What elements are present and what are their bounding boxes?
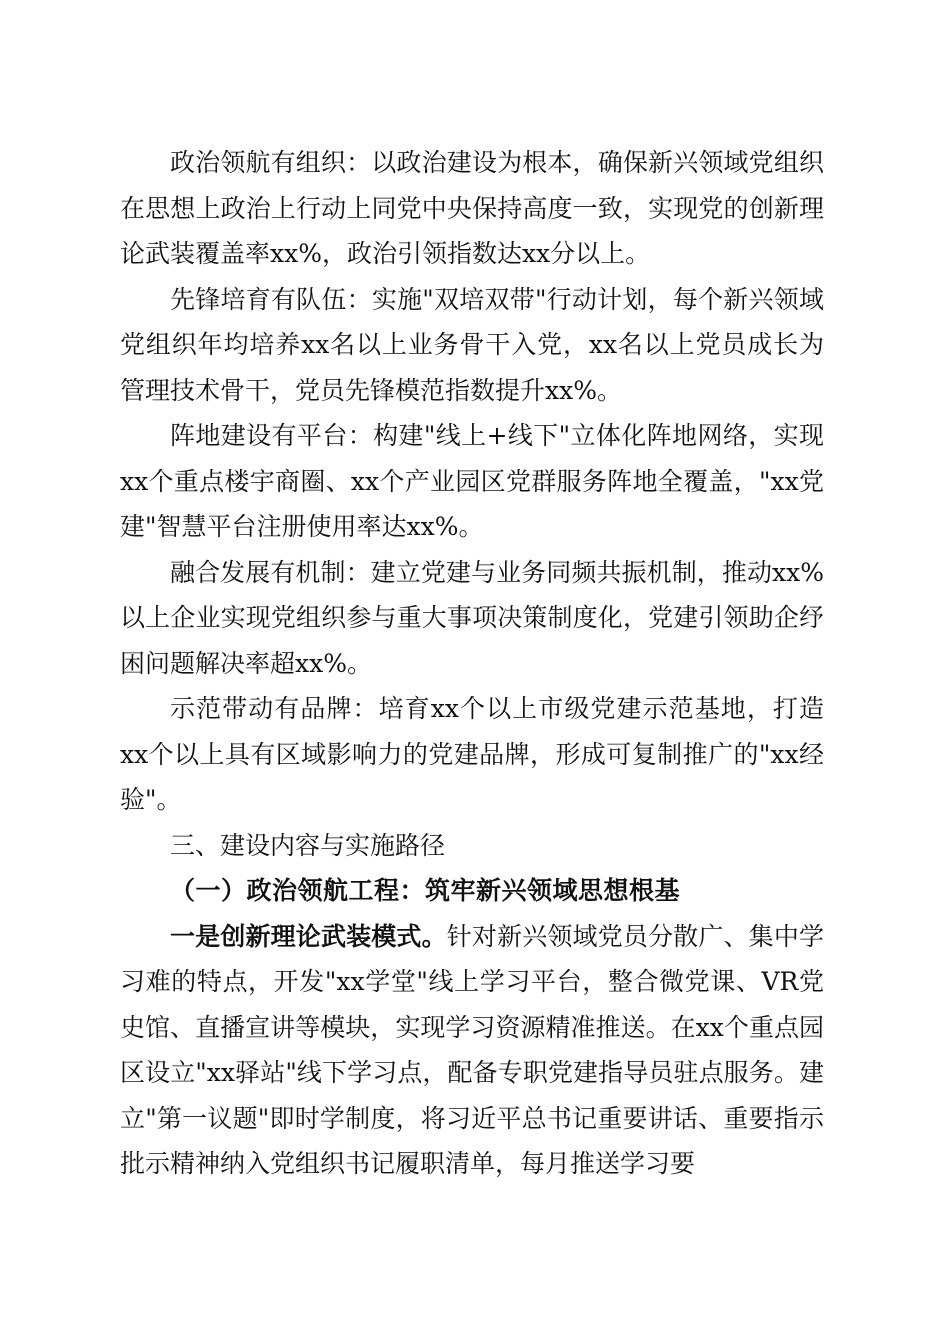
paragraph-demonstration-brand: 示范带动有品牌：培育xx个以上市级党建示范基地，打造xx个以上具有区域影响力的党建品牌，形成可复制推广的"xx经验"。 [120,694,824,814]
document-body [120,140,824,1187]
paragraph-lead: 一是创新理论武装模式。 [170,921,447,951]
paragraph-theory-arming [120,914,824,1187]
section-heading: 三、建设内容与实施路径 [170,830,446,860]
paragraph-integrated-development: 融合发展有机制：建立党建与业务同频共振机制，推动xx%以上企业实现党组织参与重大事项决策制度化，党建引领助企纾困问题解决率超xx%。 [120,557,824,678]
paragraph-political-leadership: 政治领航有组织：以政治建设为根本，确保新兴领域党组织在思想上政治上行动上同党中央保持高度一致，实现党的创新理论武装覆盖率xx%，政治引领指数达xx分以上。 [120,148,824,268]
paragraph-body: 针对新兴领域党员分散广、集中学习难的特点，开发"xx学堂"线上学习平台，整合微党课、VR党史馆、直播宣讲等模块，实现学习资源精准推送。在xx个重点园区设立"xx驿站"线下学习点，配备专职党建指导员驻点服务。建立"第一议题"即时学制度，将习近平总书记重要讲话、重要指示批示精神纳入党组织书记履职清单，每月推送学习要 [120,921,824,1178]
paragraph-pioneer-training: 先锋培育有队伍：实施"双培双带"行动计划，每个新兴领域党组织年均培养xx名以上业务骨干入党，xx名以上党员成长为管理技术骨干，党员先锋模范指数提升xx%。 [120,284,824,405]
subsection-heading: （一）政治领航工程：筑牢新兴领域思想根基 [170,876,681,905]
paragraph-position-building: 阵地建设有平台：构建"线上+线下"立体化阵地网络，实现xx个重点楼宇商圈、xx个产业园区党群服务阵地全覆盖，"xx党建"智慧平台注册使用率达xx%。 [120,421,824,541]
